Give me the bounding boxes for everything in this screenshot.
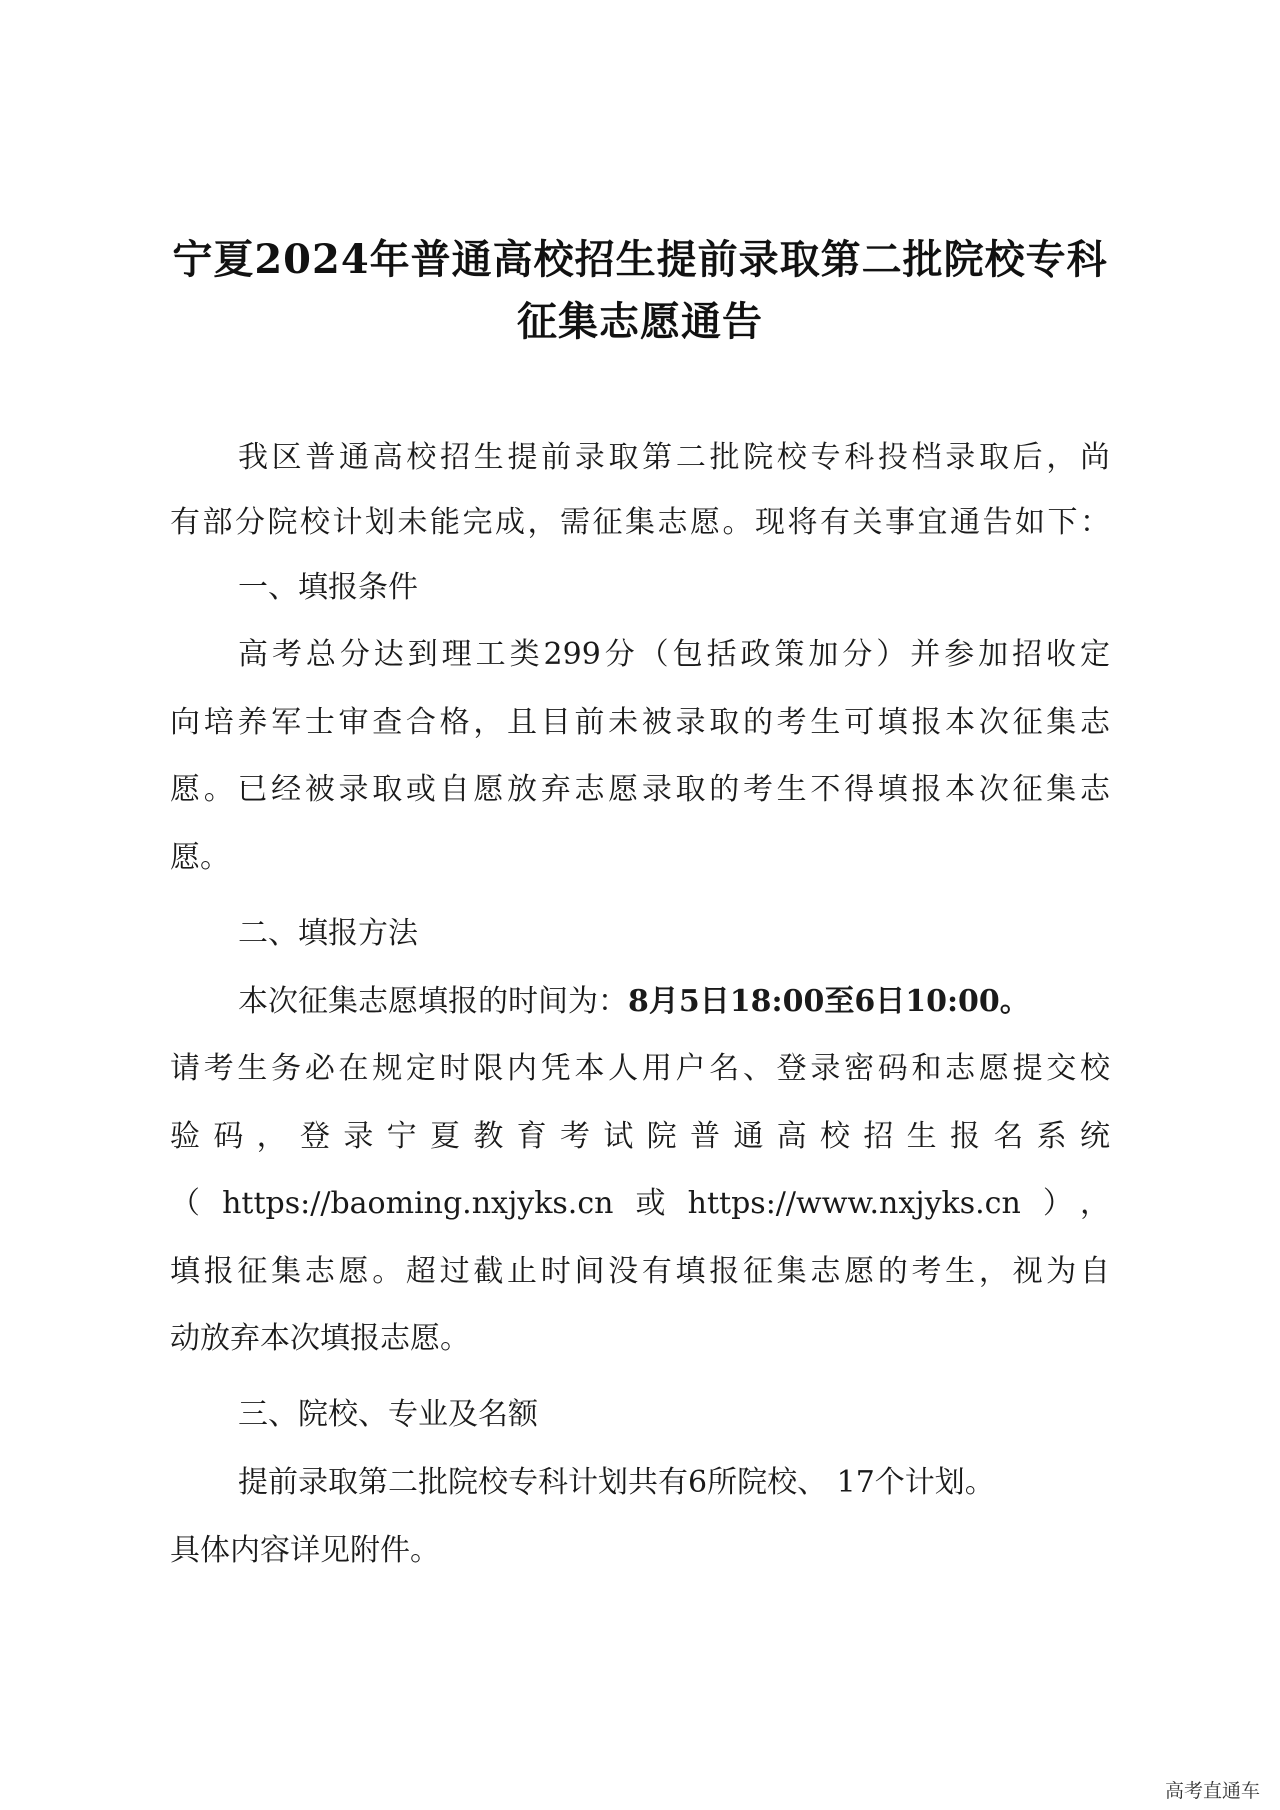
- paragraph-conditions-line3: 愿。已经被录取或自愿放弃志愿录取的考生不得填报本次征集志: [170, 772, 1110, 807]
- paragraph-method-line6: 动放弃本次填报志愿。: [170, 1321, 470, 1356]
- paragraph-intro-line2: 有部分院校计划未能完成，需征集志愿。现将有关事宜通告如下：: [170, 505, 1110, 540]
- paragraph-method-line5: 填报征集志愿。超过截止时间没有填报征集志愿的考生，视为自: [170, 1254, 1110, 1289]
- paragraph-method-line3: 验码，登录宁夏教育考试院普通高校招生报名系统: [170, 1119, 1110, 1154]
- paragraph-quota-line1: 提前录取第二批院校专科计划共有6所院校、 17个计划。: [238, 1465, 995, 1500]
- document-title-line2: 征集志愿通告: [517, 298, 763, 345]
- paragraph-method-urls: （https://baoming.nxjyks.cn或https://www.nxjyks.cn），: [170, 1186, 1110, 1221]
- section-heading-quota: 三、院校、专业及名额: [238, 1397, 538, 1432]
- paragraph-conditions-line1: 高考总分达到理工类299分（包括政策加分）并参加招收定: [238, 637, 1110, 672]
- time-prefix: 本次征集志愿填报的时间为：: [238, 984, 628, 1019]
- section-heading-method: 二、填报方法: [238, 916, 418, 951]
- paragraph-conditions-line2: 向培养军士审查合格，且目前未被录取的考生可填报本次征集志: [170, 705, 1110, 740]
- paragraph-method-line2: 请考生务必在规定时限内凭本人用户名、登录密码和志愿提交校: [170, 1051, 1110, 1086]
- paragraph-quota-line2: 具体内容详见附件。: [170, 1533, 440, 1568]
- paragraph-intro-line1: 我区普通高校招生提前录取第二批院校专科投档录取后，尚: [238, 440, 1110, 475]
- document-title-line1: 宁夏2024年普通高校招生提前录取第二批院校专科: [172, 236, 1108, 283]
- time-value: 8月5日18:00至6日10:00。: [628, 984, 1030, 1019]
- paragraph-conditions-line4: 愿。: [170, 840, 230, 875]
- paragraph-method-line1: [238, 976, 1030, 1020]
- watermark-label: 高考直通车: [1164, 1780, 1260, 1802]
- section-heading-conditions: 一、填报条件: [238, 570, 418, 605]
